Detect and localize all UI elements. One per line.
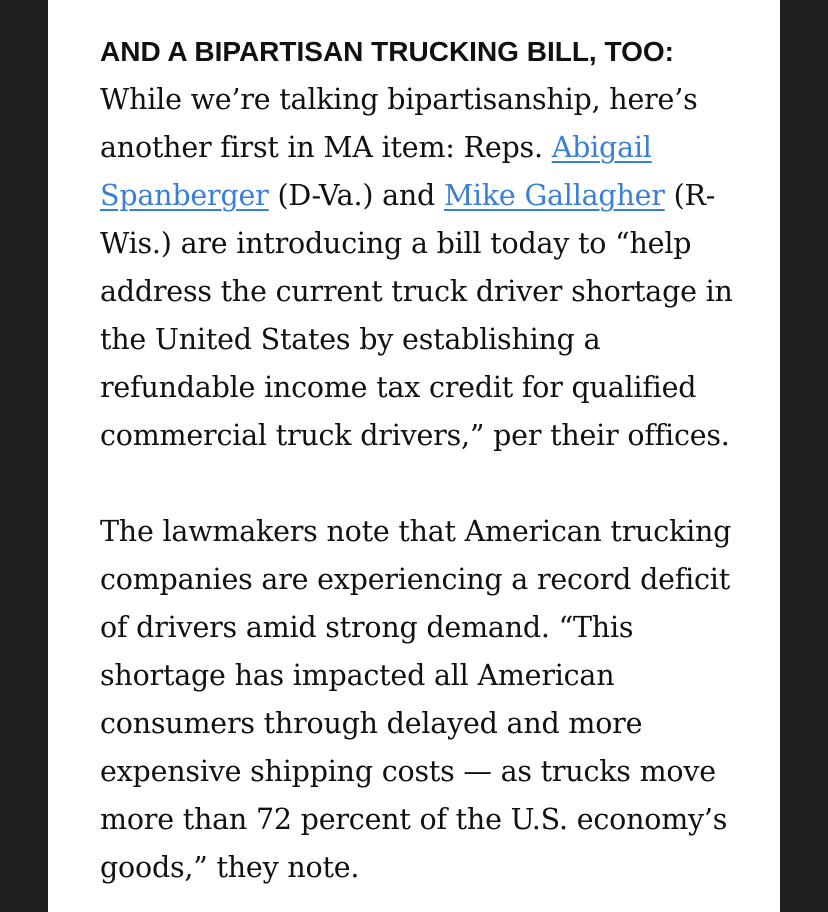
section-kicker: AND A BIPARTISAN TRUCKING BILL, TOO: xyxy=(100,36,674,67)
paragraph-2: The lawmakers note that American trucking companies are experiencing a record deficit of drivers amid strong demand. “This shortage has impacted all American consumers through delayed and more expensive shipping costs — as trucks move more than 72 percent of the U.S. economy’s goods,” they note. xyxy=(100,515,732,884)
paragraph-1-text-a: While we’re talking bipartisanship, here’s another first in MA item: Reps. xyxy=(100,83,698,164)
link-mike-gallagher[interactable]: Mike Gallagher xyxy=(443,179,665,212)
paragraph-1-text-c: (R-Wis.) are introducing a bill today to “help address the current truck driver shortage in the United States by establishing a refundable income tax credit for qualified commercial truck drivers,” per their offices. xyxy=(100,179,733,452)
article-body xyxy=(100,28,750,892)
article-page xyxy=(48,0,780,912)
paragraph-1-text-b: (D-Va.) and xyxy=(268,179,444,212)
paragraph-1 xyxy=(100,28,750,460)
link-abigail-spanberger[interactable]: Abigail Spanberger xyxy=(100,131,652,212)
